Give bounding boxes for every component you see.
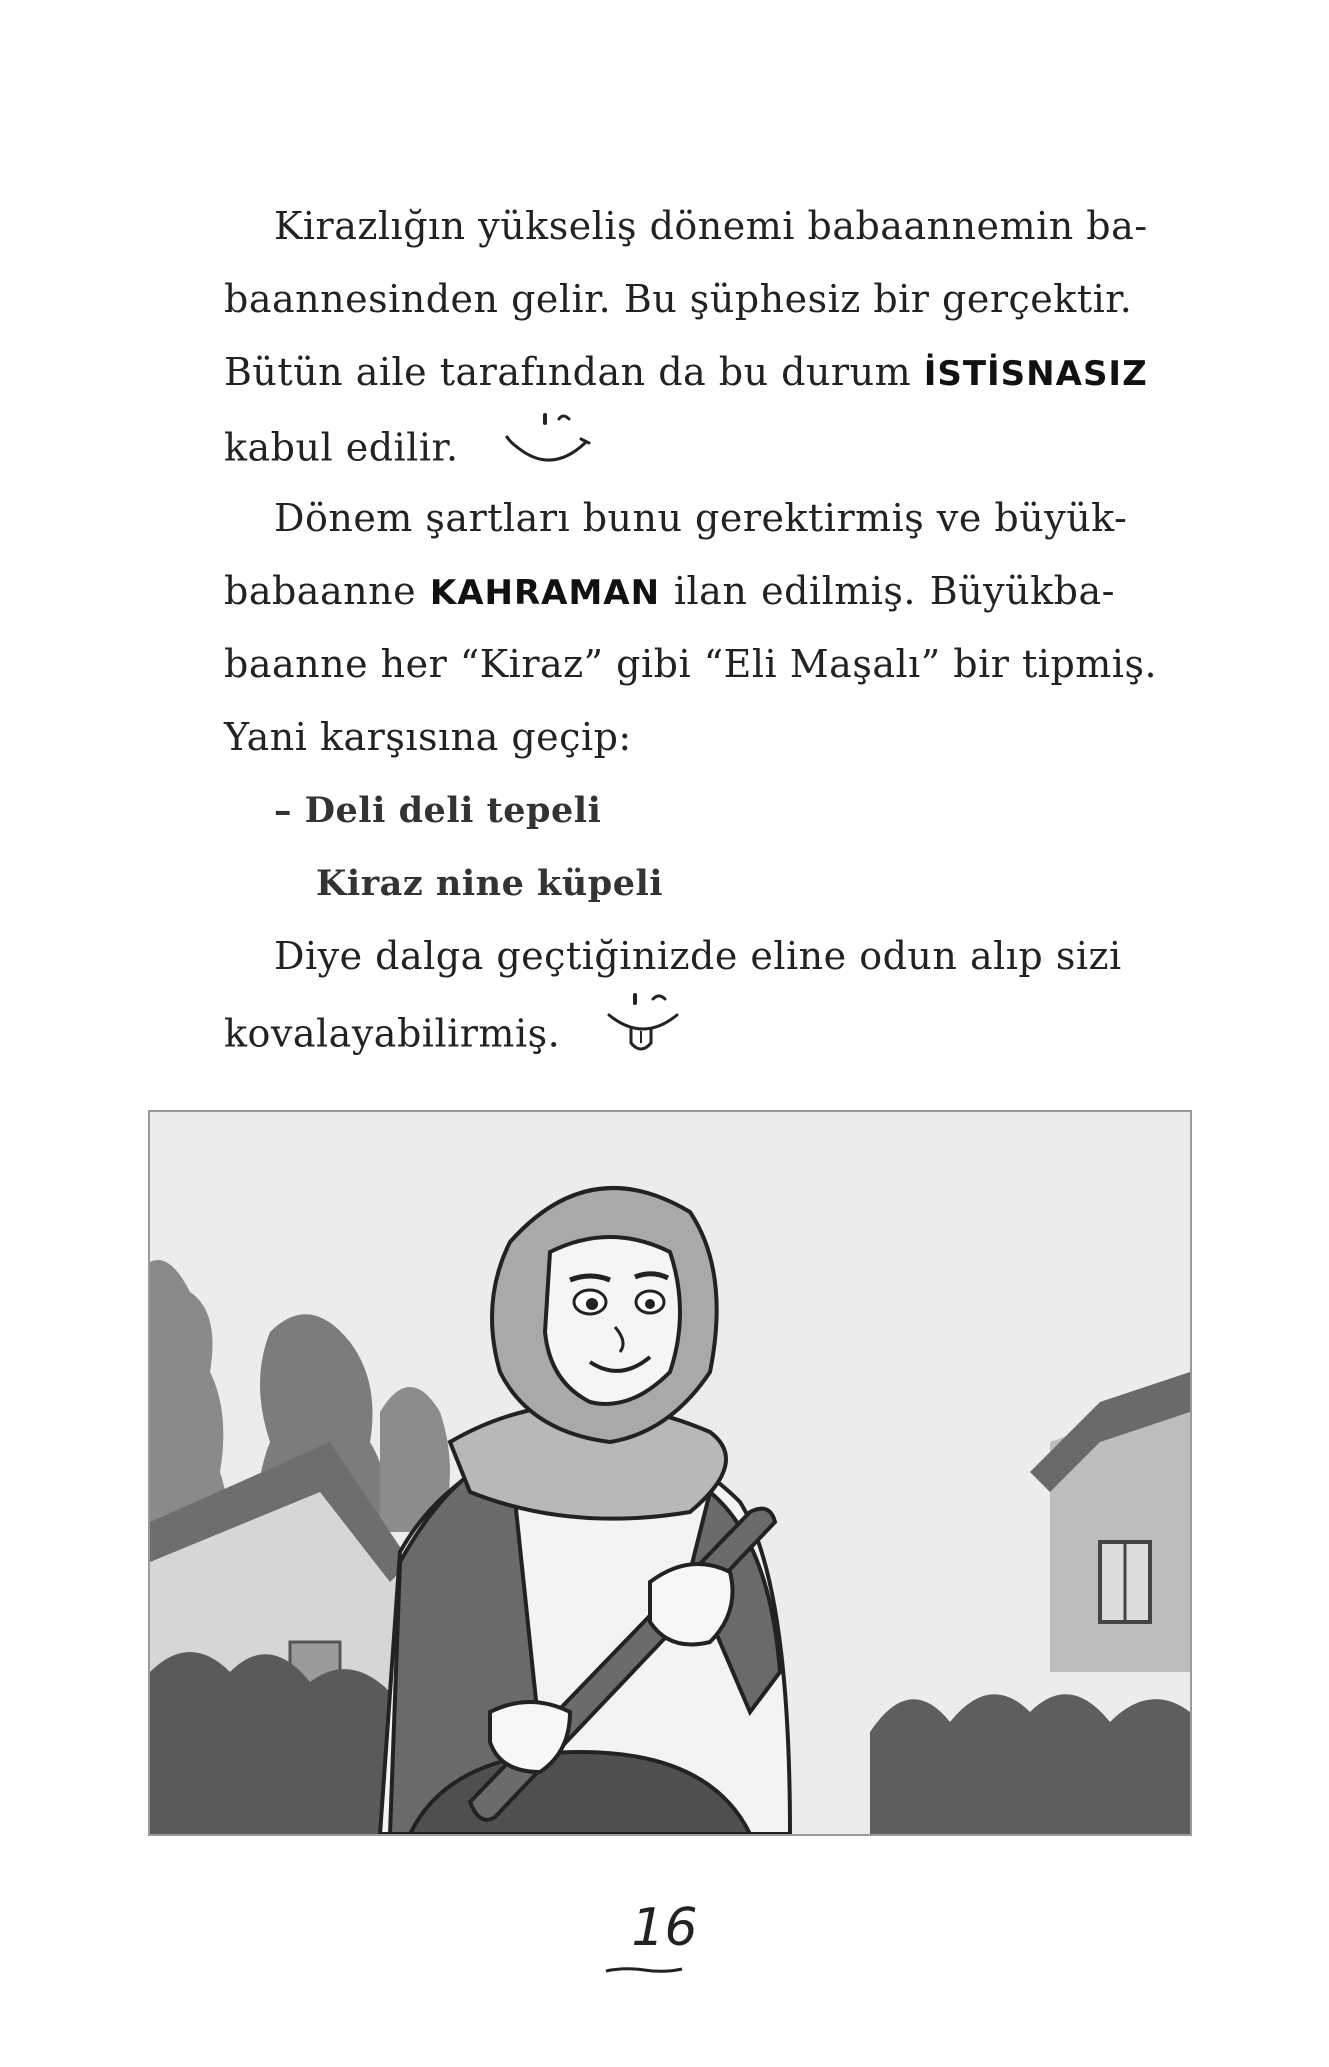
paragraph-1-line-2: baannesinden gelir. Bu şüphesiz bir gerçektir. — [224, 277, 1133, 321]
paragraph-2-line-2-start: babaanne — [224, 569, 417, 613]
paragraph-1-line-4-text: kabul edilir. — [224, 425, 459, 470]
paragraph-3-line-1: Diye dalga geçtiğinizde eline odun alıp sizi — [274, 934, 1122, 978]
grandmother-illustration — [148, 1110, 1192, 1836]
paragraph-2-line-4: Yani karşısına geçip: — [224, 715, 632, 759]
tongue-out-face-icon — [603, 993, 683, 1081]
paragraph-2-line-1: Dönem şartları bunu gerektirmiş ve büyük- — [274, 496, 1128, 540]
verse-line-2: Kiraz nine küpeli — [316, 863, 664, 904]
smiley-face-icon — [501, 409, 601, 493]
emphasis-kahraman: KAHRAMAN — [429, 573, 661, 613]
page-text — [224, 190, 1158, 1066]
paragraph-2-line-2-end: ilan edilmiş. Büyükba- — [673, 569, 1115, 613]
paragraph-3-line-2 — [224, 993, 1115, 1066]
paragraph-1-line-4 — [224, 409, 1115, 482]
paragraph-1-line-1: Kirazlığın yükseliş dönemi babaannemin ba- — [274, 204, 1148, 248]
emphasis-istisnasiz: İSTİSNASIZ — [923, 354, 1148, 394]
paragraph-2-line-3: baanne her “Kiraz” gibi “Eli Maşalı” bir tipmiş. — [224, 642, 1158, 686]
page-number-underline — [604, 1965, 684, 1975]
paragraph-1-line-3-text: Bütün aile tarafından da bu durum — [224, 350, 912, 394]
verse-line-1: – Deli deli tepeli — [274, 790, 602, 831]
paragraph-2-line-2 — [224, 555, 1115, 628]
page-number: 16 — [631, 1898, 698, 1958]
paragraph-1-line-3 — [224, 336, 1148, 409]
paragraph-3-line-2-text: kovalayabilirmiş. — [224, 1011, 561, 1056]
